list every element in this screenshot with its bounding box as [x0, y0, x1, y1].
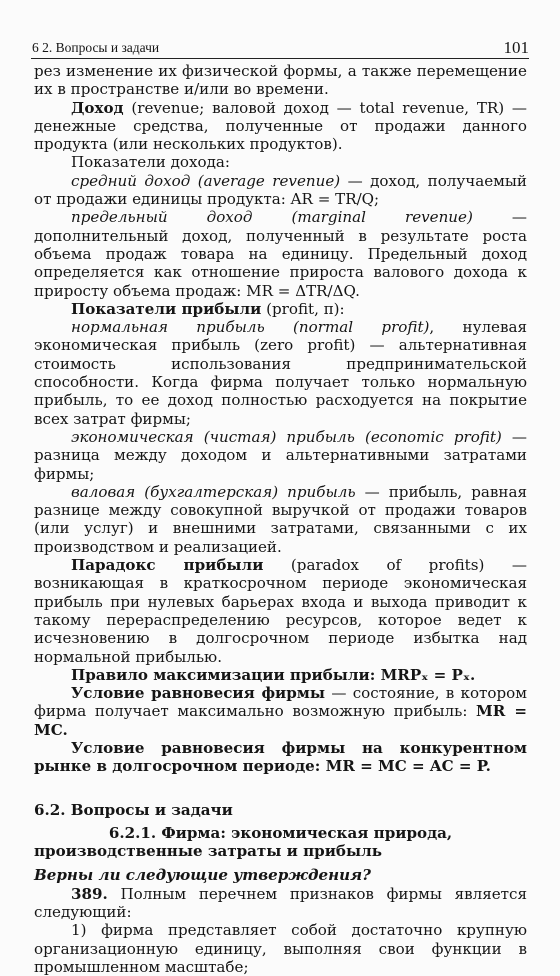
- term-profit-indicators: Показатели прибыли: [71, 299, 262, 318]
- term-average-revenue: средний доход (average revenue): [71, 171, 341, 190]
- definition-economic-profit: экономическая (чистая) прибыль (economic profit) — разница между доходом и альтернативными затратами фирмы;: [34, 427, 527, 483]
- revenue-indicators-heading: Показатели дохода:: [71, 153, 231, 172]
- paragraph-continuation: рез изменение их физической формы, а также перемещение их в пространстве и/или во времени.: [34, 62, 527, 99]
- profit-indicators-heading: Показатели прибыли (profit, π):: [71, 299, 345, 318]
- question-389: 389. Полным перечнем признаков фирмы является следующий:: [34, 884, 527, 922]
- question-prompt: Верны ли следующие утверждения?: [34, 866, 371, 885]
- term-accounting-profit: валовая (бухгалтерская) прибыль: [71, 482, 356, 501]
- term-marginal-revenue: предельный доход (marginal revenue): [71, 208, 473, 227]
- term-normal-profit: нормальная прибыль (normal profit): [71, 318, 430, 337]
- question-number: 389.: [71, 884, 108, 903]
- page-number: 101: [503, 38, 529, 57]
- definition-profit-paradox: Парадокс прибыли (paradox of profits) — возникающая в краткосрочном периоде экономическая прибыль при нулевых барьерах входа и выхода приводит к такому перераспределению ресурсов, которое ведет к исчезновению в долгосрочном периоде избытка над нормальной прибылью.: [34, 556, 527, 666]
- section-title: 6.2. Вопросы и задачи: [34, 800, 233, 819]
- definition-firm-equilibrium: Условие равновесия фирмы — состояние, в котором фирма получает максимально возможную прибыль: MR = MC.: [34, 684, 528, 739]
- definition-revenue: Доход (revenue; валовой доход — total revenue, TR) — денежные средства, полученные от продажи данного продукта (или нескольких продуктов).: [34, 98, 527, 154]
- running-header-section: 6 2. Вопросы и задачи: [32, 40, 160, 55]
- definition-marginal-revenue: предельный доход (marginal revenue) — дополнительный доход, полученный в результате роста объема продаж товара на единицу. Предельный доход определяется как отношение прироста валового дохода к приросту объема продаж: MR = ΔTR/ΔQ.: [34, 208, 527, 300]
- term-revenue: Доход: [71, 98, 124, 117]
- formula-mr-mc: MR = MC.: [34, 702, 528, 739]
- term-profit-paradox: Парадокс прибыли: [71, 556, 264, 575]
- definition-normal-profit: нормальная прибыль (normal profit), нулевая экономическая прибыль (zero profit) — альтернативная стоимость использования предпринимательской способности. Когда фирма получает только нормальную прибыль, то ее доход полностью расходуется на покрытие всех затрат фирмы;: [34, 318, 528, 428]
- definition-accounting-profit: валовая (бухгалтерская) прибыль — прибыль, равная разнице между совокупной выручкой от продажи товаров (или услуг) и внешними затратами, связанными с их производством и реализацией.: [34, 482, 527, 556]
- subsection-title: 6.2.1. Фирма: экономическая природа, производственные затраты и прибыль: [34, 823, 453, 861]
- term-firm-equilibrium: Условие равновесия фирмы: [71, 684, 326, 703]
- term-economic-profit: экономическая (чистая) прибыль (economic profit): [71, 427, 502, 446]
- profit-maximization-rule: Правило максимизации прибыли: MRPₓ = Pₓ.: [71, 665, 476, 684]
- long-run-equilibrium-condition: Условие равновесия фирмы на конкурентном рынке в долгосрочном периоде: MR = MC = AC = P.: [34, 738, 527, 776]
- definition-average-revenue: средний доход (average revenue) — доход, получаемый от продажи единицы продукта: AR = TR/Q;: [34, 171, 527, 209]
- running-header: [31, 38, 529, 59]
- question-389-item-1: 1) фирма представляет собой достаточно крупную организационную единицу, выполняя свои функции в промышленном масштабе;: [34, 921, 527, 976]
